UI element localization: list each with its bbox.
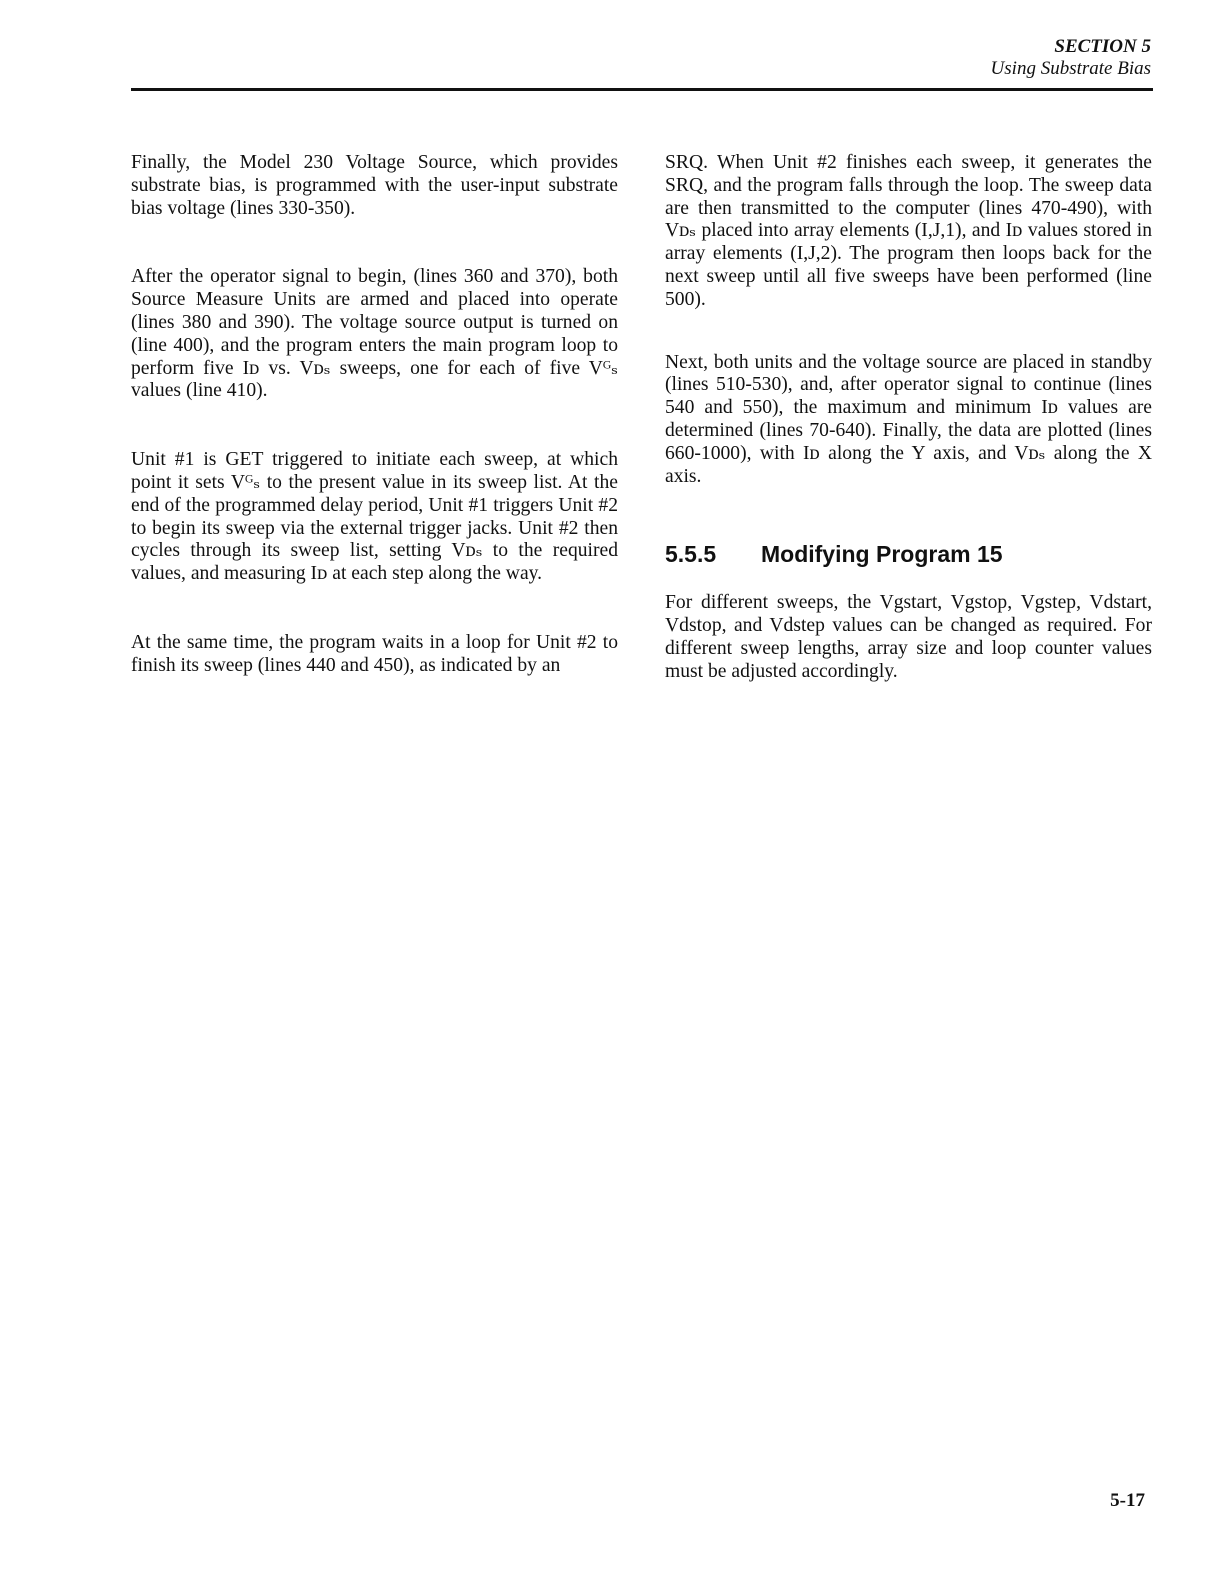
paragraph-substrate-bias: Finally, the Model 230 Voltage Source, which provides substrate bias, is programmed with the user-input substrate bias voltage (lines 330-350). — [131, 152, 618, 219]
page-number: 5-17 — [1110, 1490, 1145, 1511]
section-heading-title: Modifying Program 15 — [761, 541, 1003, 568]
paragraph-srq: SRQ. When Unit #2 finishes each sweep, it generates the SRQ, and the program falls through the loop. The sweep data are then transmitted to the computer (lines 470-490), with Vᴅₛ placed into array elements (I,J,1), and Iᴅ values stored in array elements (I,J,2). The program then loops back for the next sweep until all five sweeps have been performed (line 500). — [665, 152, 1152, 310]
paragraph-program-wait: At the same time, the program waits in a loop for Unit #2 to finish its sweep (lines 440 and 450), as indicated by an — [131, 631, 618, 676]
paragraph-operator-signal: After the operator signal to begin, (lines 360 and 370), both Source Measure Units are armed and placed into operate (lines 380 and 390). The voltage source output is turned on (line 400), and the program enters the main program loop to perform five Iᴅ vs. Vᴅₛ sweeps, one for each of five Vᴳₛ values (line 410). — [131, 266, 618, 402]
running-header — [991, 36, 1151, 80]
section-heading-number: 5.5.5 — [665, 541, 717, 568]
header-rule — [131, 88, 1153, 91]
left-column — [131, 152, 618, 678]
section-label: SECTION 5 — [1054, 36, 1151, 57]
section-title: Using Substrate Bias — [990, 58, 1151, 79]
right-column — [665, 152, 1152, 684]
paragraph-standby: Next, both units and the voltage source are placed in standby (lines 510-530), and, after operator signal to continue (lines 540 and 550), the maximum and minimum Iᴅ values are determined (lines 70-640). Finally, the data are plotted (lines 660-1000), with Iᴅ along the Y axis, and Vᴅₛ along the X axis. — [665, 351, 1152, 487]
section-heading — [665, 540, 1152, 568]
paragraph-unit1-trigger: Unit #1 is GET triggered to initiate each sweep, at which point it sets Vᴳₛ to the present value in its sweep list. At the end of the programmed delay period, Unit #1 triggers Unit #2 to begin its sweep via the external trigger jacks. Unit #2 then cycles through its sweep list, setting Vᴅₛ to the required values, and measuring Iᴅ at each step along the way. — [131, 449, 618, 585]
paragraph-modifying: For different sweeps, the Vgstart, Vgstop, Vgstep, Vdstart, Vdstop, and Vdstep values can be changed as required. For different sweep lengths, array size and loop counter values must be adjusted accordingly. — [665, 592, 1152, 682]
